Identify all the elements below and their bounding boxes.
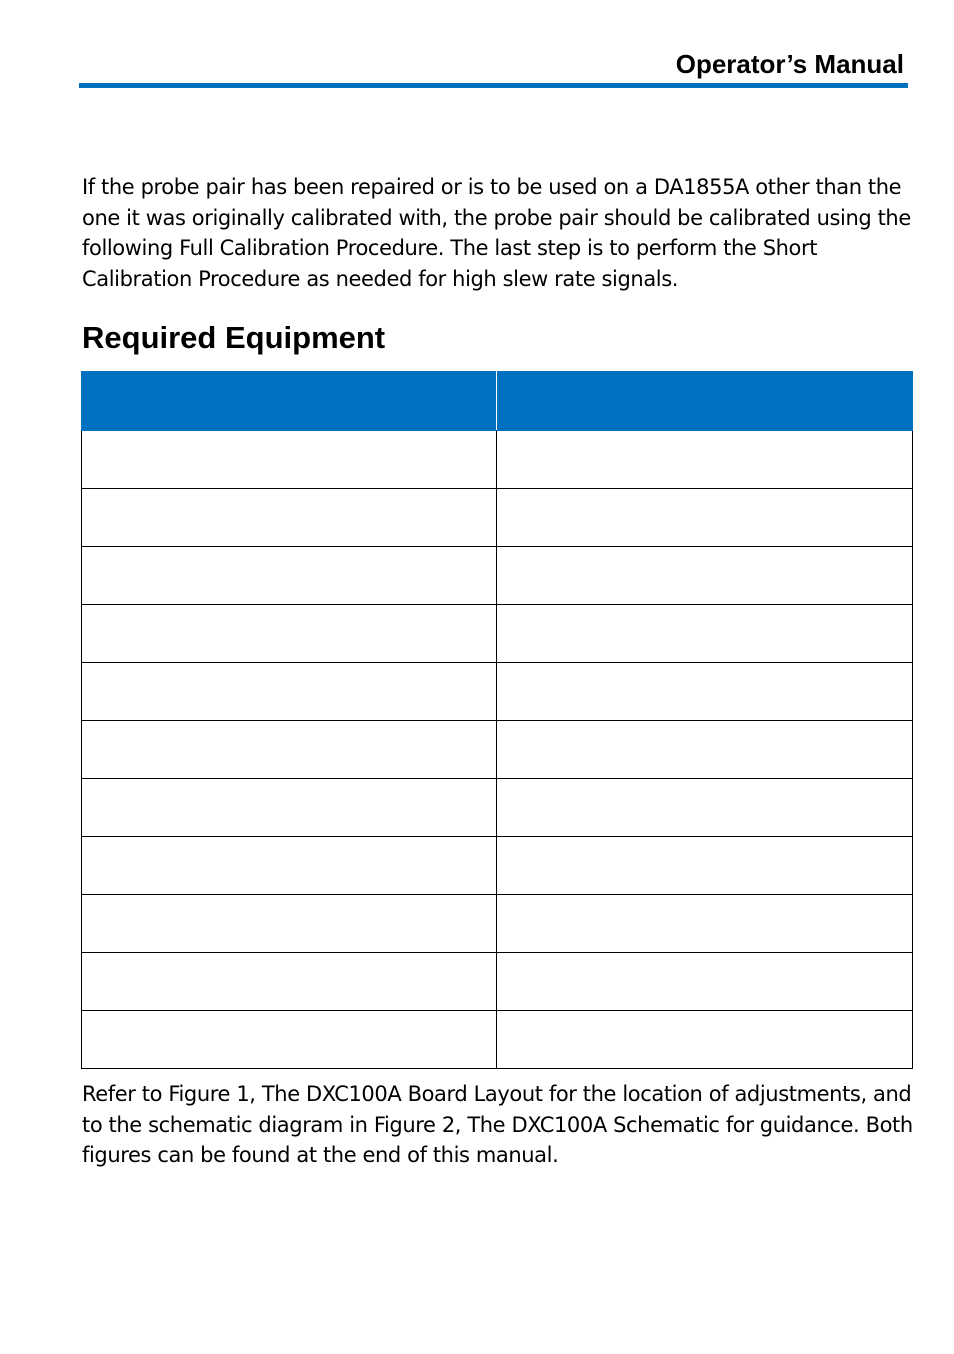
table-cell	[497, 895, 913, 953]
equipment-table	[81, 371, 913, 1069]
table-cell	[82, 953, 497, 1011]
table-row	[82, 895, 913, 953]
table-row	[82, 1011, 913, 1069]
table-cell	[497, 1011, 913, 1069]
table-row	[82, 721, 913, 779]
table-header-cell	[497, 372, 913, 431]
table-header-row	[82, 372, 913, 431]
table-cell	[82, 663, 497, 721]
table-cell	[497, 837, 913, 895]
header-rule	[79, 83, 908, 88]
table-cell	[497, 721, 913, 779]
table-cell	[82, 721, 497, 779]
table-cell	[82, 605, 497, 663]
table-cell	[497, 489, 913, 547]
table-cell	[82, 837, 497, 895]
table-cell	[82, 895, 497, 953]
table-cell	[497, 605, 913, 663]
table-cell	[82, 1011, 497, 1069]
table-row	[82, 547, 913, 605]
closing-paragraph: Refer to Figure 1, The DXC100A Board Layout for the location of adjustments, and to the schematic diagram in Figure 2, The DXC100A Schematic for guidance. Both figures can be found at the end of this manual.	[82, 1082, 913, 1167]
table-row	[82, 489, 913, 547]
table-row	[82, 663, 913, 721]
section-heading: Required Equipment	[82, 320, 386, 355]
table-cell	[82, 547, 497, 605]
table-header-cell	[82, 372, 497, 431]
table-cell	[497, 953, 913, 1011]
table-row	[82, 431, 913, 489]
table-cell	[497, 547, 913, 605]
table-cell	[497, 431, 913, 489]
table-cell	[82, 489, 497, 547]
table-cell	[497, 779, 913, 837]
table-cell	[82, 779, 497, 837]
table-cell	[497, 663, 913, 721]
table-row	[82, 779, 913, 837]
table-row	[82, 953, 913, 1011]
table-row	[82, 837, 913, 895]
table-cell	[82, 431, 497, 489]
running-header-title: Operator’s Manual	[675, 49, 904, 79]
table-row	[82, 605, 913, 663]
intro-paragraph: If the probe pair has been repaired or is to be used on a DA1855A other than the one it was originally calibrated with, the probe pair should be calibrated using the following Full Calibration Procedure. The last step is to perform the Short Calibration Procedure as needed for high slew rate signals.	[82, 175, 911, 291]
